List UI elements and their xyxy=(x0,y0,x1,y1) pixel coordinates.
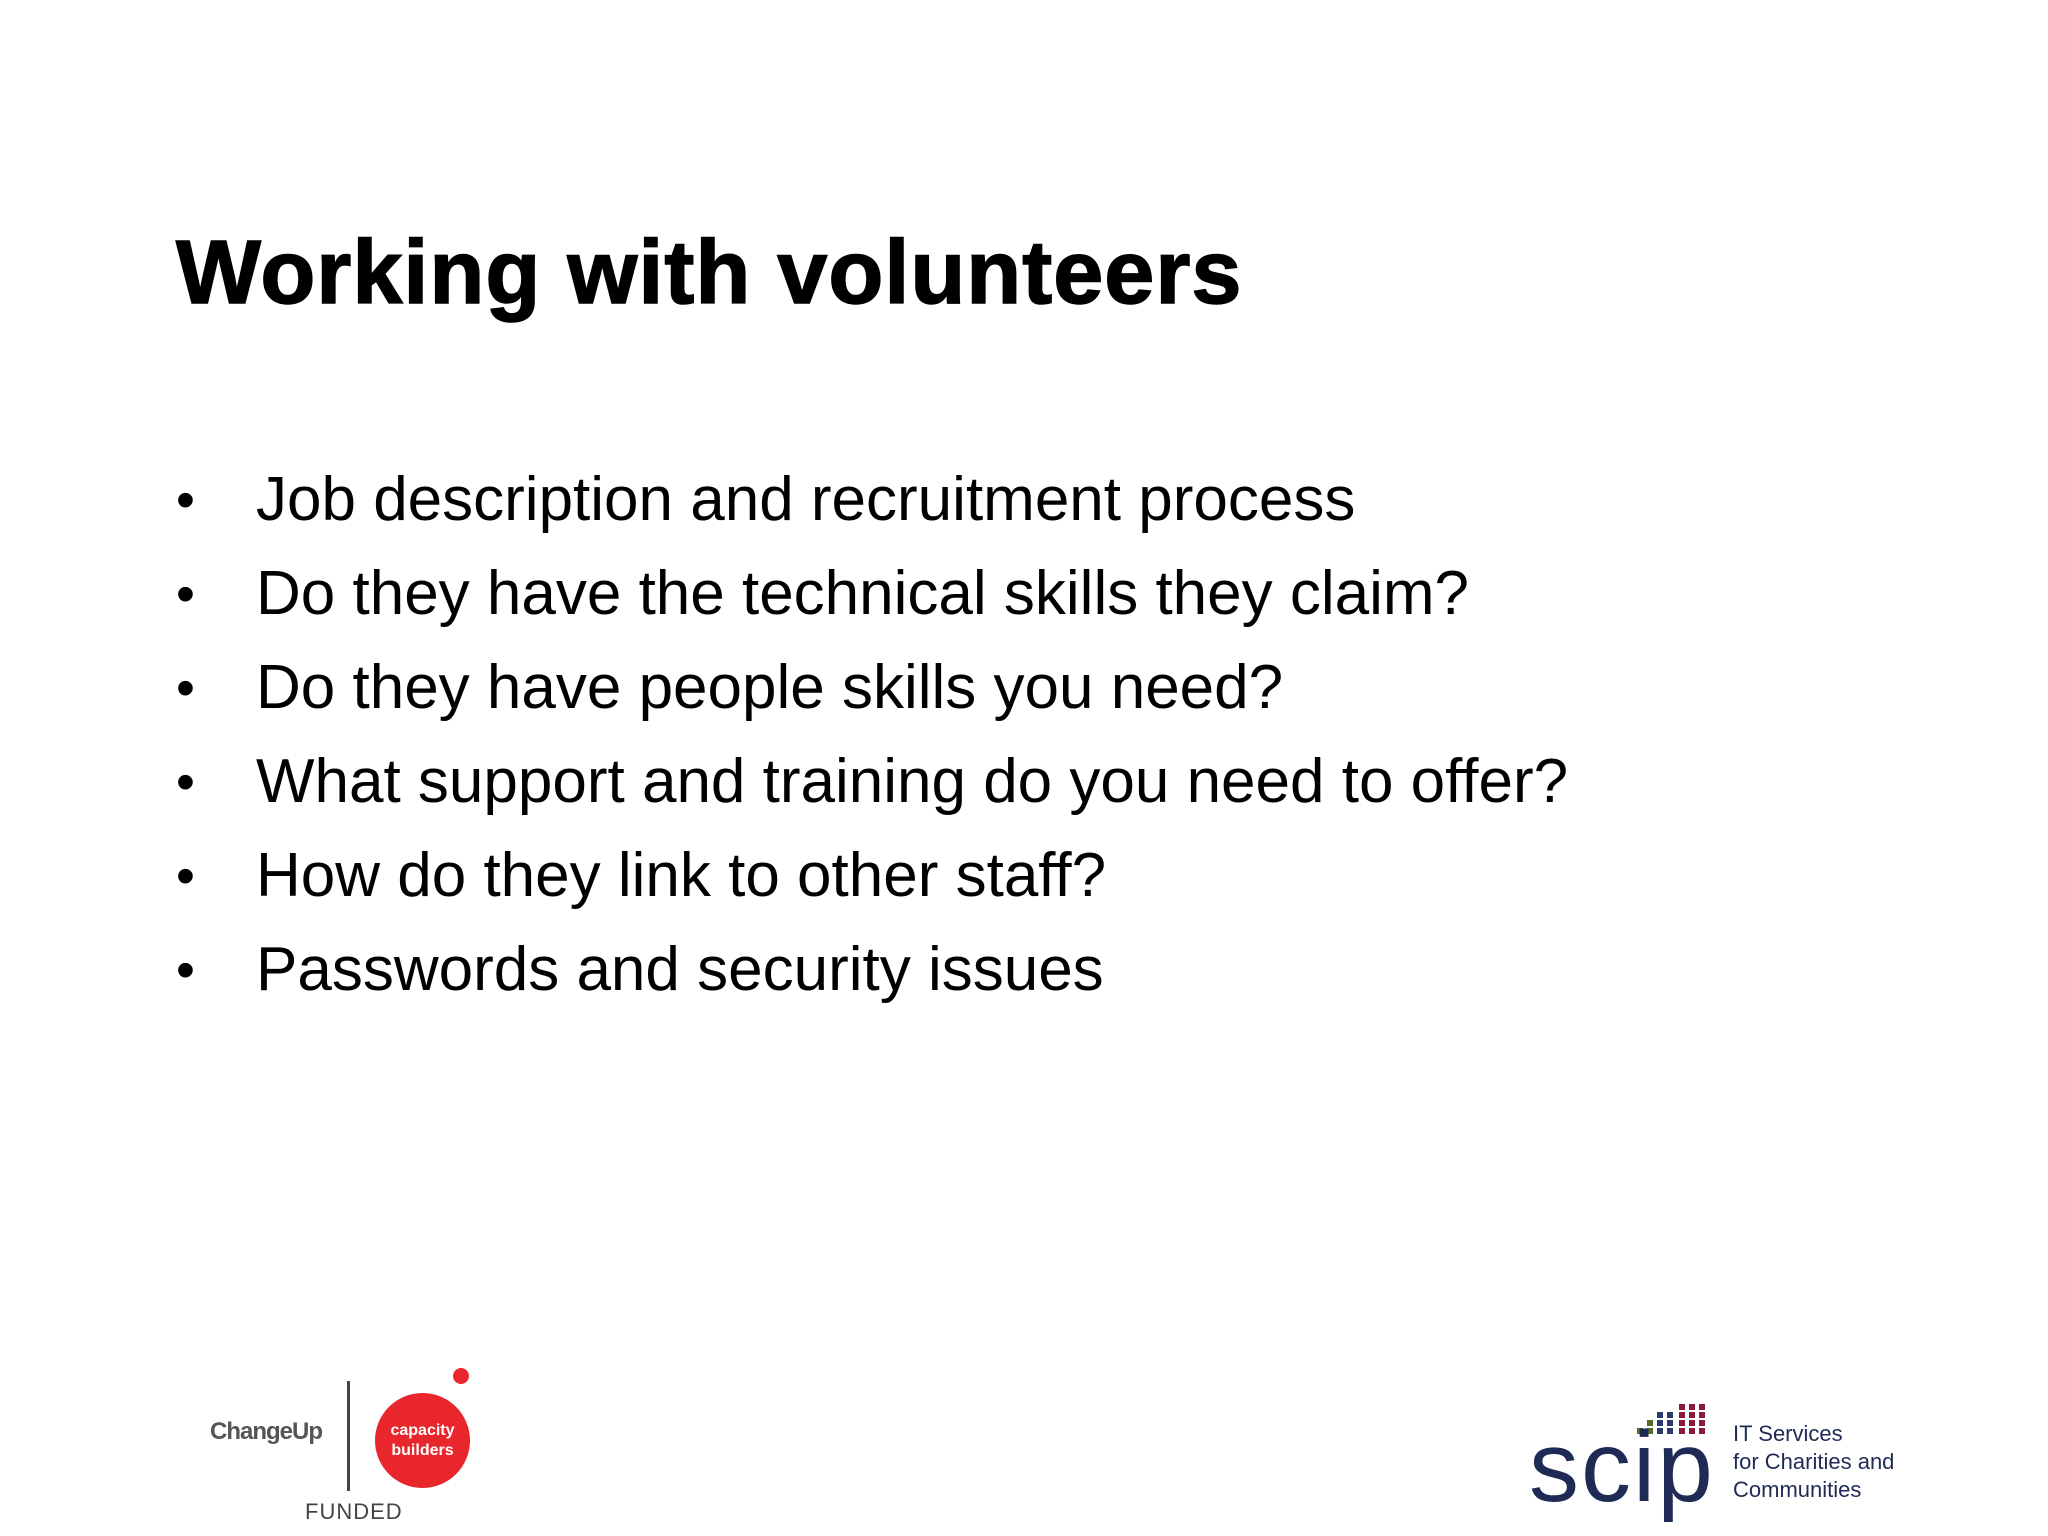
bullet-icon: • xyxy=(176,752,195,812)
funded-label: FUNDED xyxy=(305,1499,403,1524)
changeup-capacity-builders-logo xyxy=(205,1366,495,1526)
capacity-builders-dot-icon xyxy=(453,1368,469,1384)
scip-tagline-line2: for Charities and xyxy=(1733,1449,1895,1474)
bullet-icon: • xyxy=(176,846,195,906)
bullet-icon: • xyxy=(176,470,195,530)
changeup-logo-text: ChangeUp xyxy=(210,1418,322,1445)
scip-logo xyxy=(1525,1404,1925,1534)
capacity-builders-line1: capacity xyxy=(390,1421,455,1439)
logo-divider xyxy=(347,1381,350,1491)
bullet-icon: • xyxy=(176,940,195,1000)
scip-tagline-line3: Communities xyxy=(1733,1477,1862,1502)
capacity-builders-line2: builders xyxy=(391,1441,454,1459)
bullet-icon: • xyxy=(176,658,195,718)
bullet-text: Do they have the technical skills they claim? xyxy=(256,559,1470,628)
bullet-icon: • xyxy=(176,564,195,624)
scip-wordmark: scip xyxy=(1529,1411,1715,1523)
bullet-text: How do they link to other staff? xyxy=(256,841,1107,910)
bullet-text: Job description and recruitment process xyxy=(256,465,1356,534)
scip-tagline-line1: IT Services xyxy=(1733,1421,1843,1446)
scip-tagline xyxy=(1733,1420,1894,1504)
capacity-builders-logo xyxy=(375,1393,470,1488)
bullet-text: Passwords and security issues xyxy=(256,935,1104,1004)
bullet-text: What support and training do you need to offer? xyxy=(256,747,1569,816)
slide-title: Working with volunteers xyxy=(176,223,1243,323)
bullet-text: Do they have people skills you need? xyxy=(256,653,1284,722)
